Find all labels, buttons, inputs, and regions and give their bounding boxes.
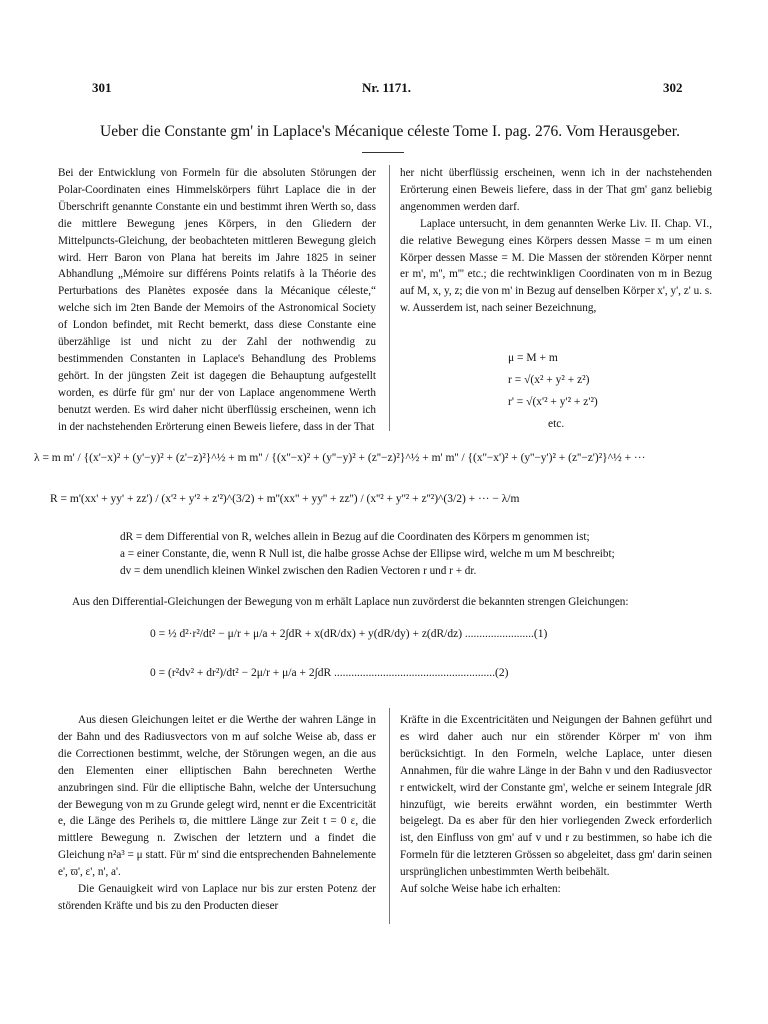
column-left-top xyxy=(58,165,376,435)
paragraph: her nicht überflüssig erscheinen, wenn ich in der nachstehenden Erörterung einen Beweis liefere, dass in der That gm' ganz beliebig angenommen werden darf. xyxy=(400,167,712,213)
issue-number: Nr. 1171. xyxy=(362,80,411,95)
equations-intro: Aus den Differential-Gleichungen der Bewegung von m erhält Laplace nun zuvörderst die bekannten strengen Gleichungen: xyxy=(72,596,629,608)
paragraph: Bei der Entwicklung von Formeln für die absoluten Störungen der Polar-Coordinaten eines Himmelskörpers führt Laplace die in der Überschrift genannte Constante ein und bestimmt ihren Werth so, dass die mittlere Bewegung jenes Körpers, in den Gliedern der Mittelpuncts-Gleichung, der beobachteten mittleren Bewegung gleich wird. Herr Baron von Plana hat bereits im Jahre 1825 in seiner Abhandlung „Mémoire sur différens Points relatifs à la Théorie des Perturbations des Planètes exposée dans la Mécanique céleste,“ welche sich im 2ten Bande der Memoirs of the Astronomical Society of London befindet, mit Recht bemerkt, dass diese Constante eine überzählige ist und nicht zu der Zahl der nothwendig zu bestimmenden Constanten in Laplace's Behandlung des Problems gehört. In der jüngsten Zeit ist dagegen die Behauptung aufgestellt worden, es dürfe für gm' nur der von Laplace angenommene Werth benutzt werden. Es wird daher nicht überflüssig erscheinen, wenn ich in der nachstehenden Erörterung einen Beweis liefere, dass in der That xyxy=(58,167,376,433)
page-number-right: 302 xyxy=(663,80,683,95)
article-title: Ueber die Constante gm' in Laplace's Mécanique céleste Tome I. pag. 276. Vom Herausgeber. xyxy=(100,123,680,140)
lambda-formula: λ = m m' / {(x'−x)² + (y'−y)² + (z'−z)²}^½ + m m'' / {(x''−x)² + (y''−y)² + (z''−z)²}^½ + m' m'' / {(x''−x')² + (y''−y')² + (z''−z')²}^½ + ··· xyxy=(34,452,646,464)
column-left-bottom xyxy=(58,712,376,915)
column-divider xyxy=(389,708,390,924)
equation-r-prime: r' = √(x'² + y'² + z'²) xyxy=(508,396,598,408)
title-rule xyxy=(362,152,404,153)
definition-dR: dR = dem Differential von R, welches allein in Bezug auf die Coordinaten des Körpers m genommen ist; xyxy=(120,531,590,543)
paragraph: Kräfte in die Excentricitäten und Neigungen der Bahnen geführt und es wird daher auch nur ein störender Körper m' von ihm berücksichtigt. In den Formeln, welche Laplace, unter diesen Annahmen, für die wahre Länge in der Bahn v und den Radiusvector r entwickelt, wird der Constante gm', welche er seinem Integrale ∫dR hinzufügt, wie bereits erwähnt worden, ein bestimmter Werth beigelegt. Da es aber für den hier vorliegenden Zweck erforderlich ist, den Einfluss von gm' auf v und r zu bestimmen, so habe ich die Formeln für die letzteren Grössen so abgeleitet, dass gm' darin seinen ursprünglichen unbestimmten Werth beibehält. xyxy=(400,714,712,879)
page-number-left: 301 xyxy=(92,80,112,95)
definition-dv: dv = dem unendlich kleinen Winkel zwischen den Radien Vectoren r und r + dr. xyxy=(120,565,477,577)
equation-mu: μ = M + m xyxy=(508,352,558,364)
paragraph: Auf solche Weise habe ich erhalten: xyxy=(400,883,561,896)
column-right-top xyxy=(400,165,712,317)
paragraph: Die Genauigkeit wird von Laplace nur bis zur ersten Potenz der störenden Kräfte und bis zu den Producten dieser xyxy=(58,883,376,912)
equation-2: 0 = (r²dv² + dr²)/dt² − 2μ/r + μ/a + 2∫dR ........................................................(2) xyxy=(150,667,509,679)
column-right-bottom xyxy=(400,712,712,898)
paragraph: Laplace untersucht, in dem genannten Werke Liv. II. Chap. VI., die relative Bewegung eines Körpers dessen Masse = m um einen Körper dessen Masse = M. Die Massen der störenden Körper nennt er m', m'', m''' etc.; die rechtwinkligen Coordinaten von m in Bezug auf M, x, y, z; die von m' in Bezug auf denselben Körper x', y', z' u. s. w. Ausserdem ist, nach seiner Bezeichnung, xyxy=(400,217,712,315)
equation-etc: etc. xyxy=(548,418,565,430)
column-divider xyxy=(389,165,390,431)
paragraph: Aus diesen Gleichungen leitet er die Werthe der wahren Länge in der Bahn und des Radiusvectors von m auf solche Weise ab, dass er die Correctionen bestimmt, welche, der Störungen wegen, an die aus den Elementen einer elliptischen Bahn berechneten Werthe anzubringen sind. Für die elliptische Bahn, welche der Untersuchung der Bewegung von m zu Grunde gelegt wird, nennt er die Excentricität e, die Länge des Perihels ϖ, die mittlere Länge zur Zeit t = 0 ε, die mittlere Bewegung n. Zwischen der letztern und a findet die Gleichung n²a³ = μ statt. Für m' sind die entsprechenden Bahnelemente e', ϖ', ε', n', a'. xyxy=(58,714,376,879)
definition-a: a = einer Constante, die, wenn R Null ist, die halbe grosse Achse der Ellipse wird, welche m um M beschreibt; xyxy=(120,548,615,560)
r-formula: R = m'(xx' + yy' + zz') / (x'² + y'² + z'²)^(3/2) + m''(xx'' + yy'' + zz'') / (x''² + y''² + z''²)^(3/2) + ··· − λ/m xyxy=(50,493,520,505)
equation-r: r = √(x² + y² + z²) xyxy=(508,374,590,386)
equation-1: 0 = ½ d²·r²/dt² − μ/r + μ/a + 2∫dR + x(dR/dx) + y(dR/dy) + z(dR/dz) ........................(1) xyxy=(150,628,548,640)
